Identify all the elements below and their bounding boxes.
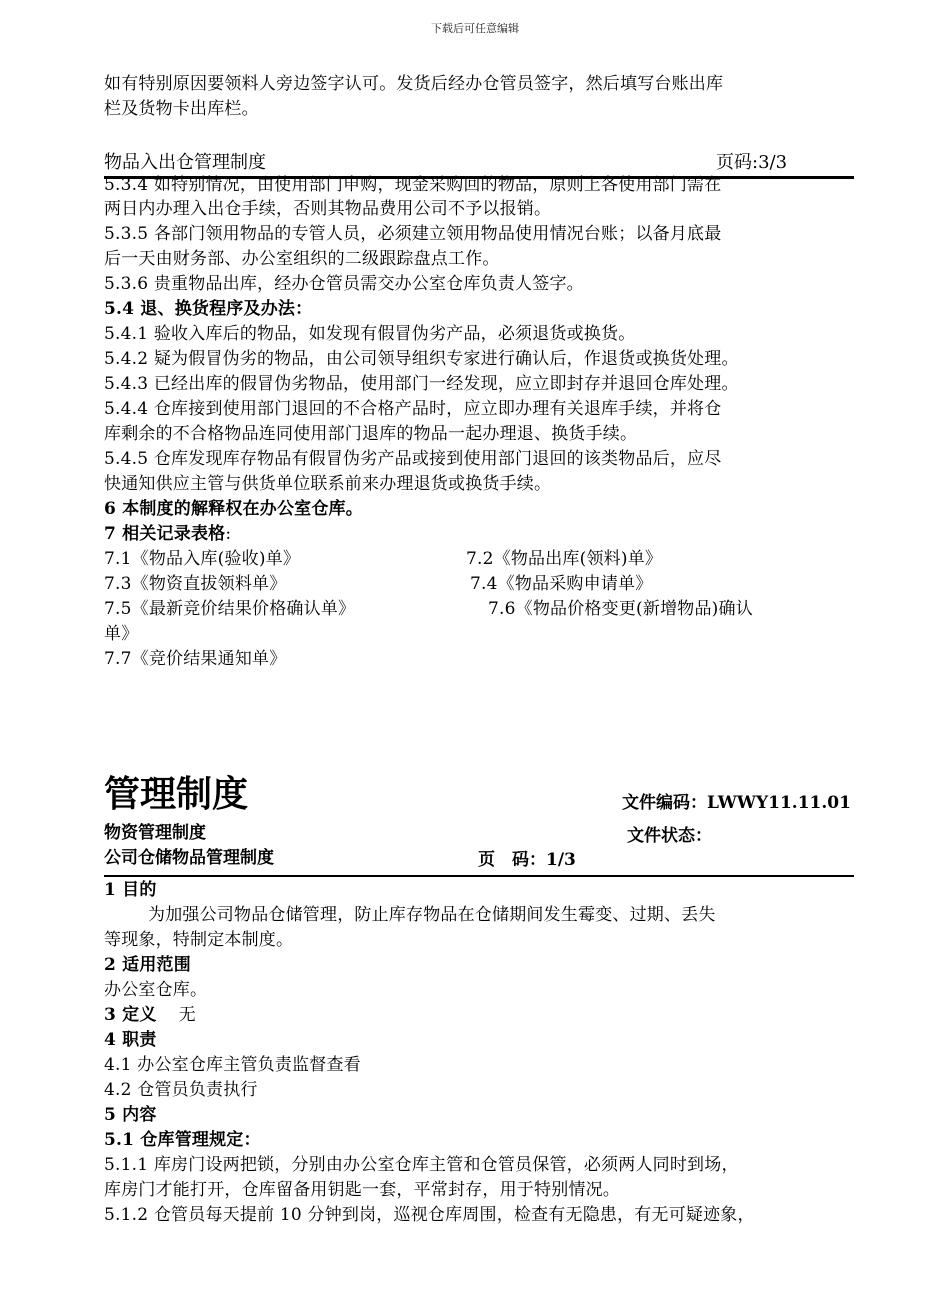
section-heading: 1 目的 bbox=[104, 880, 157, 900]
section-header-page: 页码:3/3 bbox=[716, 152, 788, 173]
page-header-watermark: 下载后可任意编辑 bbox=[431, 22, 519, 35]
paragraph-line: 栏及货物卡出库栏。 bbox=[104, 99, 259, 119]
records-heading bbox=[104, 522, 231, 547]
record-item: 7.6《物品价格变更(新增物品)确认 bbox=[488, 599, 753, 619]
paragraph-line: 5.1.1 库房门设两把锁，分别由办公室仓库主管和仓管员保管，必须两人同时到场， bbox=[104, 1155, 739, 1175]
document-header-rule bbox=[104, 875, 854, 877]
paragraph-line: 为加强公司物品仓储管理，防止库存物品在仓储期间发生霉变、过期、丢失 bbox=[148, 905, 716, 925]
section-heading: 5 内容 bbox=[104, 1105, 157, 1125]
definition-line bbox=[104, 1003, 196, 1028]
section-heading: 5.1 仓库管理规定： bbox=[104, 1130, 261, 1150]
paragraph-line: 等现象，特制定本制度。 bbox=[104, 930, 294, 950]
paragraph-line: 4.2 仓管员负责执行 bbox=[104, 1080, 258, 1100]
paragraph-line: 两日内办理入出仓手续，否则其物品费用公司不予以报销。 bbox=[104, 199, 552, 219]
record-item: 7.1《物品入库(验收)单》 bbox=[104, 549, 301, 569]
paragraph-line: 办公室仓库。 bbox=[104, 980, 208, 1000]
paragraph-line: 库剩余的不合格物品连同使用部门退库的物品一起办理退、换货手续。 bbox=[104, 424, 638, 444]
paragraph-line: 库房门才能打开，仓库留备用钥匙一套，平常封存，用于特别情况。 bbox=[104, 1180, 620, 1200]
record-item: 7.5《最新竞价结果价格确认单》 bbox=[104, 599, 356, 619]
document-page-value: 1/3 bbox=[546, 850, 576, 870]
section-heading: 6 本制度的解释权在办公室仓库。 bbox=[104, 499, 363, 519]
paragraph-line: 5.3.6 贵重物品出库，经办仓管员需交办公室仓库负责人签字。 bbox=[104, 274, 584, 294]
section-header-title: 物品入出仓管理制度 bbox=[104, 152, 266, 173]
record-item: 7.2《物品出库(领料)单》 bbox=[466, 549, 663, 569]
paragraph-line: 后一天由财务部、办公室组织的二级跟踪盘点工作。 bbox=[104, 249, 500, 269]
document-status: 文件状态： bbox=[627, 826, 712, 846]
record-item: 7.3《物资直拔领料单》 bbox=[104, 574, 287, 594]
section-heading: 4 职责 bbox=[104, 1030, 157, 1050]
paragraph-line: 5.4.3 已经出库的假冒伪劣物品，使用部门一经发现，应立即封存并退回仓库处理。 bbox=[104, 374, 739, 394]
paragraph-line: 4.1 办公室仓库主管负责监督查看 bbox=[104, 1055, 361, 1075]
paragraph-line: 5.4.4 仓库接到使用部门退回的不合格产品时，应立即办理有关退库手续，并将仓 bbox=[104, 399, 722, 419]
paragraph-line: 5.4.1 验收入库后的物品，如发现有假冒伪劣产品，必须退货或换货。 bbox=[104, 324, 636, 344]
section-heading: 5.4 退、换货程序及办法： bbox=[104, 299, 313, 319]
paragraph-line: 5.1.2 仓管员每天提前 10 分钟到岗，巡视仓库周围，检查有无隐患，有无可疑迹象， bbox=[104, 1205, 755, 1225]
definition-heading: 3 定义 bbox=[104, 1005, 157, 1025]
record-item: 7.4《物品采购申请单》 bbox=[470, 574, 653, 594]
definition-text: 无 bbox=[178, 1005, 196, 1025]
record-item: 7.7《竞价结果通知单》 bbox=[104, 649, 287, 669]
document-page bbox=[478, 845, 576, 870]
paragraph-line: 5.4.5 仓库发现库存物品有假冒伪劣产品或接到使用部门退回的该类物品后，应尽 bbox=[104, 449, 722, 469]
section-heading: 2 适用范围 bbox=[104, 955, 191, 975]
document-code: 文件编码：LWWY11.11.01 bbox=[622, 793, 851, 813]
paragraph-line: 快通知供应主管与供货单位联系前来办理退货或换货手续。 bbox=[104, 474, 552, 494]
records-heading-text: 7 相关记录表格 bbox=[104, 524, 226, 544]
record-item-continuation: 单》 bbox=[104, 624, 139, 644]
paragraph-line: 5.4.2 疑为假冒伪劣的物品，由公司领导组织专家进行确认后，作退货或换货处理。 bbox=[104, 349, 739, 369]
paragraph-line-clipped: 5.3.4 如特别情况，由使用部门申购，现金采购回的物品，原则上各使用部门需在 bbox=[104, 175, 722, 195]
records-heading-colon: : bbox=[225, 524, 232, 544]
paragraph-line: 5.3.5 各部门领用物品的专管人员，必须建立领用物品使用情况台账；以备月底最 bbox=[104, 224, 722, 244]
document-page-label: 页 码： bbox=[478, 850, 546, 870]
document-category: 物资管理制度 bbox=[104, 823, 206, 843]
document-name: 公司仓储物品管理制度 bbox=[104, 848, 274, 868]
document-title: 管理制度 bbox=[104, 774, 249, 815]
paragraph-line: 如有特别原因要领料人旁边签字认可。发货后经办仓管员签字，然后填写台账出库 bbox=[104, 74, 724, 94]
